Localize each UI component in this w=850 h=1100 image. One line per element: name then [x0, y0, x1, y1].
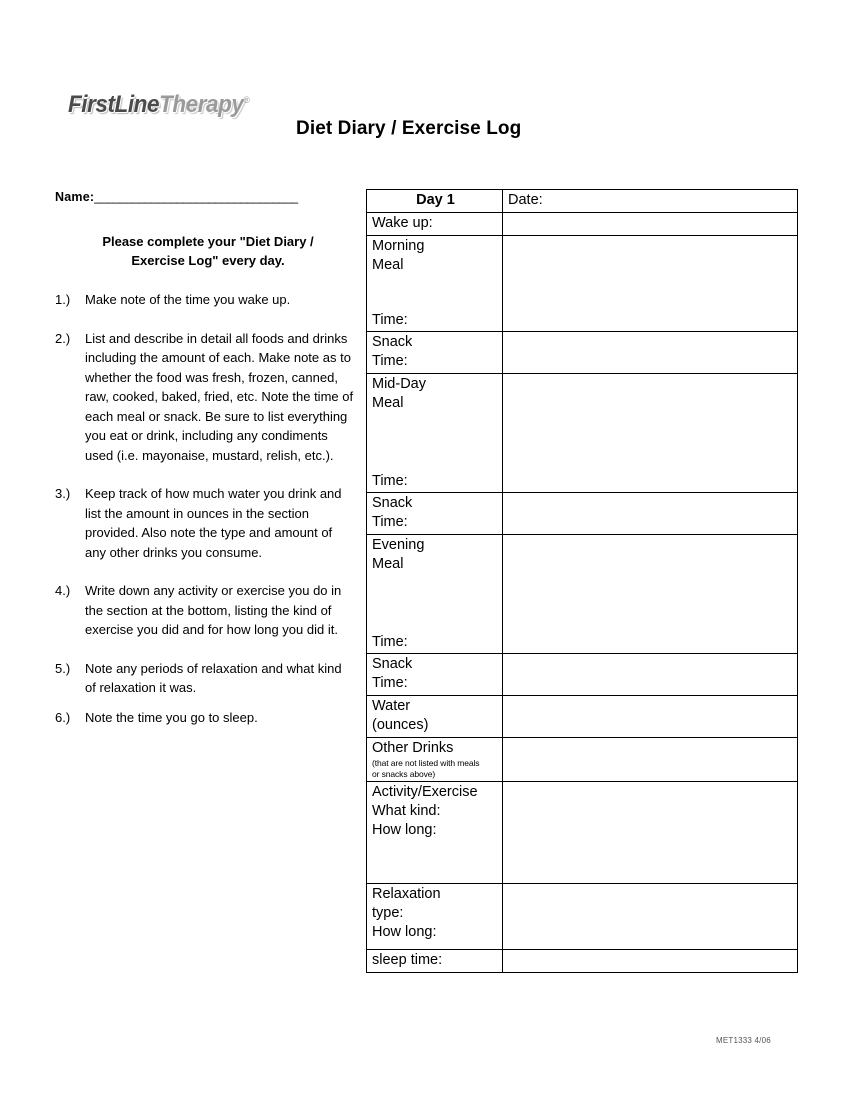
midday-meal-time-label: Time: [372, 473, 408, 489]
water-input[interactable] [503, 696, 798, 738]
other-drinks-label [367, 738, 503, 782]
activity-exercise-label [367, 782, 503, 884]
snack-1-label-line-1: Snack [372, 334, 413, 350]
date-label-cell[interactable]: Date: [503, 190, 798, 213]
snack-2-time-label: Time: [372, 514, 408, 530]
sleep-time-label: sleep time: [367, 950, 503, 973]
morning-meal-label-line-1: Morning [372, 238, 425, 254]
water-label-line-1: Water [372, 698, 411, 714]
name-label: Name: [55, 190, 95, 204]
instruction-text-6: Note the time you go to sleep. [85, 709, 258, 725]
sleep-time-input[interactable] [503, 950, 798, 973]
evening-meal-input[interactable] [503, 535, 798, 654]
firstline-therapy-logo [68, 86, 249, 119]
snack-2-label [367, 493, 503, 535]
instructions-list [55, 290, 355, 727]
instruction-text-2: List and describe in detail all foods and drinks including the amount of each. Make note as to whether the food was fresh, frozen, canned, raw, cooked, baked, fried, etc. Note the time of each meal or snack. Be sure to list everything you eat or drink, including any condiments used (i.e. mayonaise, mustard, relish, etc.). [85, 330, 354, 463]
document-code: MET1333 4/06 [716, 1036, 771, 1045]
instruction-item-2 [55, 329, 355, 466]
instructions-heading-line-2: Exercise Log" every day. [131, 253, 285, 268]
table-row-wake-up [367, 213, 798, 236]
other-drinks-label-main: Other Drinks [372, 740, 454, 756]
activity-exercise-how-long-label: How long: [372, 822, 437, 838]
wake-up-input[interactable] [503, 213, 798, 236]
activity-exercise-input[interactable] [503, 782, 798, 884]
instruction-text-5: Note any periods of relaxation and what kind of relaxation it was. [85, 660, 342, 695]
page-title: Diet Diary / Exercise Log [296, 118, 522, 139]
evening-meal-label-line-1: Evening [372, 537, 425, 553]
evening-meal-label-line-2: Meal [372, 556, 404, 572]
other-drinks-input[interactable] [503, 738, 798, 782]
evening-meal-time-label: Time: [372, 634, 408, 650]
water-label [367, 696, 503, 738]
other-drinks-note-line-1: (that are not listed with meals [372, 758, 480, 768]
activity-exercise-label-line-1: Activity/Exercise [372, 784, 478, 800]
table-row-snack-1 [367, 332, 798, 374]
morning-meal-time-label: Time: [372, 312, 408, 328]
snack-3-label-line-1: Snack [372, 656, 413, 672]
logo-text-therapy: Therapy [159, 91, 244, 118]
snack-1-time-label: Time: [372, 353, 408, 369]
snack-1-input[interactable] [503, 332, 798, 374]
evening-meal-label [367, 535, 503, 654]
relaxation-how-long-label: How long: [372, 924, 437, 940]
activity-exercise-what-kind-label: What kind: [372, 803, 441, 819]
table-row-sleep-time [367, 950, 798, 973]
table-row-water [367, 696, 798, 738]
table-row-evening-meal [367, 535, 798, 654]
relaxation-type-label: type: [372, 905, 404, 921]
table-row-snack-2 [367, 493, 798, 535]
instruction-item-3 [55, 484, 355, 562]
instruction-number-6: 6.) [55, 709, 71, 725]
table-row-midday-meal [367, 374, 798, 493]
wake-up-label: Wake up: [367, 213, 503, 236]
instruction-number-2: 2.) [55, 330, 71, 346]
instruction-number-1: 1.) [55, 292, 71, 307]
table-row-relaxation [367, 884, 798, 950]
instructions-column [55, 188, 355, 737]
instruction-text-4: Write down any activity or exercise you do in the section at the bottom, listing the kind of exercise you did and for how long you did it. [85, 583, 342, 637]
morning-meal-label-line-2: Meal [372, 257, 404, 273]
morning-meal-label [367, 236, 503, 332]
diet-diary-table [366, 189, 798, 973]
snack-3-time-label: Time: [372, 675, 408, 691]
snack-2-label-line-1: Snack [372, 495, 413, 511]
instruction-item-1 [55, 290, 355, 310]
name-input-line[interactable]: ________________________________ [94, 190, 298, 204]
snack-1-label [367, 332, 503, 374]
relaxation-label [367, 884, 503, 950]
midday-meal-label-line-2: Meal [372, 395, 404, 411]
instruction-item-5 [55, 659, 355, 698]
snack-3-label [367, 654, 503, 696]
registered-trademark-icon: ® [243, 95, 250, 105]
instructions-heading [55, 232, 355, 270]
instruction-item-4 [55, 581, 355, 640]
snack-2-input[interactable] [503, 493, 798, 535]
table-row-morning-meal [367, 236, 798, 332]
midday-meal-label-line-1: Mid-Day [372, 376, 426, 392]
instruction-item-6 [55, 708, 355, 728]
midday-meal-label [367, 374, 503, 493]
other-drinks-note-line-2: or snacks above) [372, 768, 436, 779]
logo-text-firstline: FirstLine [68, 91, 160, 118]
table-row-other-drinks [367, 738, 798, 782]
instruction-number-5: 5.) [55, 660, 71, 676]
instructions-heading-line-1: Please complete your "Diet Diary / [102, 234, 314, 249]
relaxation-input[interactable] [503, 884, 798, 950]
midday-meal-input[interactable] [503, 374, 798, 493]
relaxation-label-line-1: Relaxation [372, 886, 441, 902]
instruction-number-3: 3.) [55, 486, 71, 501]
table-row-activity-exercise [367, 782, 798, 884]
water-label-line-2: (ounces) [372, 717, 429, 733]
name-field-row [55, 188, 355, 206]
table-row-snack-3 [367, 654, 798, 696]
instruction-number-4: 4.) [55, 583, 71, 598]
instruction-text-1: Make note of the time you wake up. [85, 292, 291, 307]
day-header-cell: Day 1 [367, 190, 503, 213]
instruction-text-3: Keep track of how much water you drink and list the amount in ounces in the section provided. Also note the type and amount of any other drinks you consume. [85, 486, 342, 560]
table-row-day-header [367, 190, 798, 213]
snack-3-input[interactable] [503, 654, 798, 696]
morning-meal-input[interactable] [503, 236, 798, 332]
